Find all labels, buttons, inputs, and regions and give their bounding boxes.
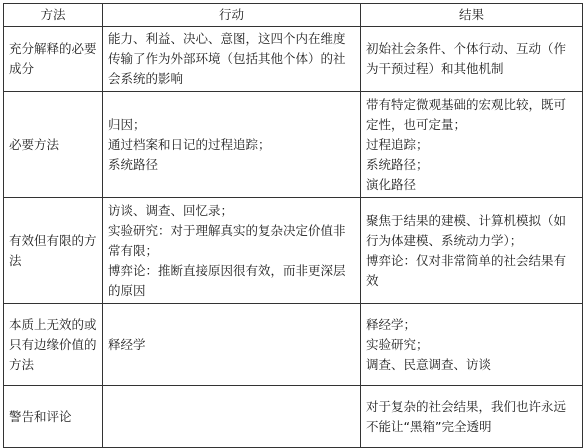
methods-table <box>3 3 583 448</box>
table-row <box>4 304 583 386</box>
method-cell: 必要方法 <box>4 92 103 198</box>
action-cell: 访谈、调查、回忆录； 实验研究：对于理解真实的复杂决定价值非常有限； 博弈论：推断直接原因很有效，而非更深层的原因 <box>103 198 361 304</box>
result-cell: 带有特定微观基础的宏观比较，既可定性，也可定量； 过程追踪； 系统路径； 演化路径 <box>361 92 583 198</box>
header-method: 方法 <box>4 4 103 27</box>
table-row <box>4 92 583 198</box>
header-result: 结果 <box>361 4 583 27</box>
table-row <box>4 198 583 304</box>
result-cell: 对于复杂的社会结果，我们也许永远不能让“黑箱”完全透明 <box>361 386 583 448</box>
action-cell <box>103 386 361 448</box>
table-row <box>4 386 583 448</box>
result-cell: 聚焦于结果的建模、计算机模拟（如行为体建模、系统动力学）； 博弈论：仅对非常简单的社会结果有效 <box>361 198 583 304</box>
action-cell: 释经学 <box>103 304 361 386</box>
method-cell: 警告和评论 <box>4 386 103 448</box>
method-cell: 充分解释的必要成分 <box>4 27 103 92</box>
header-action: 行动 <box>103 4 361 27</box>
result-cell: 初始社会条件、个体行动、互动（作为干预过程）和其他机制 <box>361 27 583 92</box>
action-cell: 归因； 通过档案和日记的过程追踪； 系统路径 <box>103 92 361 198</box>
method-cell: 本质上无效的或只有边缘价值的方法 <box>4 304 103 386</box>
method-cell: 有效但有限的方法 <box>4 198 103 304</box>
table-row <box>4 27 583 92</box>
result-cell: 释经学； 实验研究； 调查、民意调查、访谈 <box>361 304 583 386</box>
action-cell: 能力、利益、决心、意图，这四个内在维度传输了作为外部环境（包括其他个体）的社会系统的影响 <box>103 27 361 92</box>
header-row <box>4 4 583 27</box>
